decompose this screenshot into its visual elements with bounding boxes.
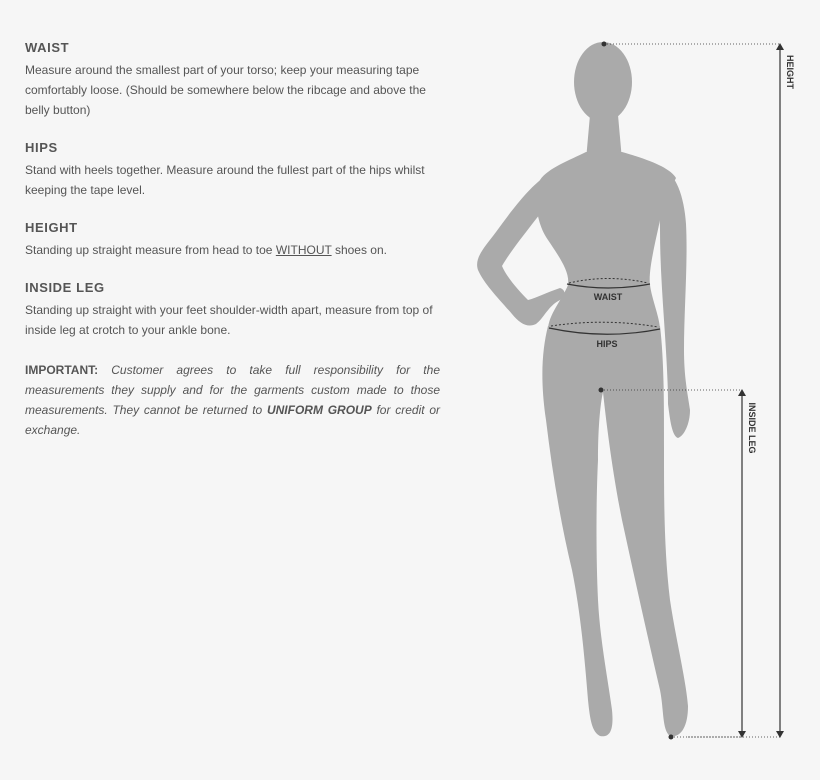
height-point-toe <box>669 735 674 740</box>
mannequin-legs <box>542 326 688 736</box>
height-text-before: Standing up straight measure from head to toe <box>25 243 276 257</box>
mannequin-torso <box>536 152 676 330</box>
height-label: HEIGHT <box>785 54 795 90</box>
important-brand: UNIFORM GROUP <box>266 403 372 417</box>
important-text-before: Customer agrees to take full responsibility for the measurements they supply and for the garments custom made to those measurements. They cannot be returned to <box>25 363 440 417</box>
height-arrowhead-top <box>776 43 784 50</box>
important-text-after: for credit or exchange. <box>25 403 440 437</box>
important-label: IMPORTANT: <box>25 363 99 377</box>
hips-heading: HIPS <box>25 140 58 155</box>
height-heading: HEIGHT <box>25 220 78 235</box>
height-arrowhead-bottom <box>776 731 784 738</box>
hips-text: Stand with heels together. Measure around the fullest part of the hips whilst keeping the tape level. <box>25 163 425 197</box>
hips-label: HIPS <box>596 339 618 349</box>
inside-leg-heading: INSIDE LEG <box>25 280 105 295</box>
waist-label: WAIST <box>593 292 623 302</box>
height-point-head <box>602 42 607 47</box>
mannequin-silhouette <box>477 42 690 736</box>
inside-leg-text: Standing up straight with your feet shoulder-width apart, measure from top of inside leg at crotch to your ankle bone. <box>25 303 433 337</box>
height-text-after: shoes on. <box>331 243 387 257</box>
waist-text: Measure around the smallest part of your torso; keep your measuring tape comfortably loose. (Should be somewhere below the ribcage and above the belly button) <box>25 63 426 117</box>
waist-heading: WAIST <box>25 40 70 55</box>
inside-leg-label: INSIDE LEG <box>747 402 757 454</box>
height-text-emphasis: WITHOUT <box>275 243 332 257</box>
inside-leg-point-crotch <box>599 388 604 393</box>
mannequin-head <box>574 42 632 122</box>
